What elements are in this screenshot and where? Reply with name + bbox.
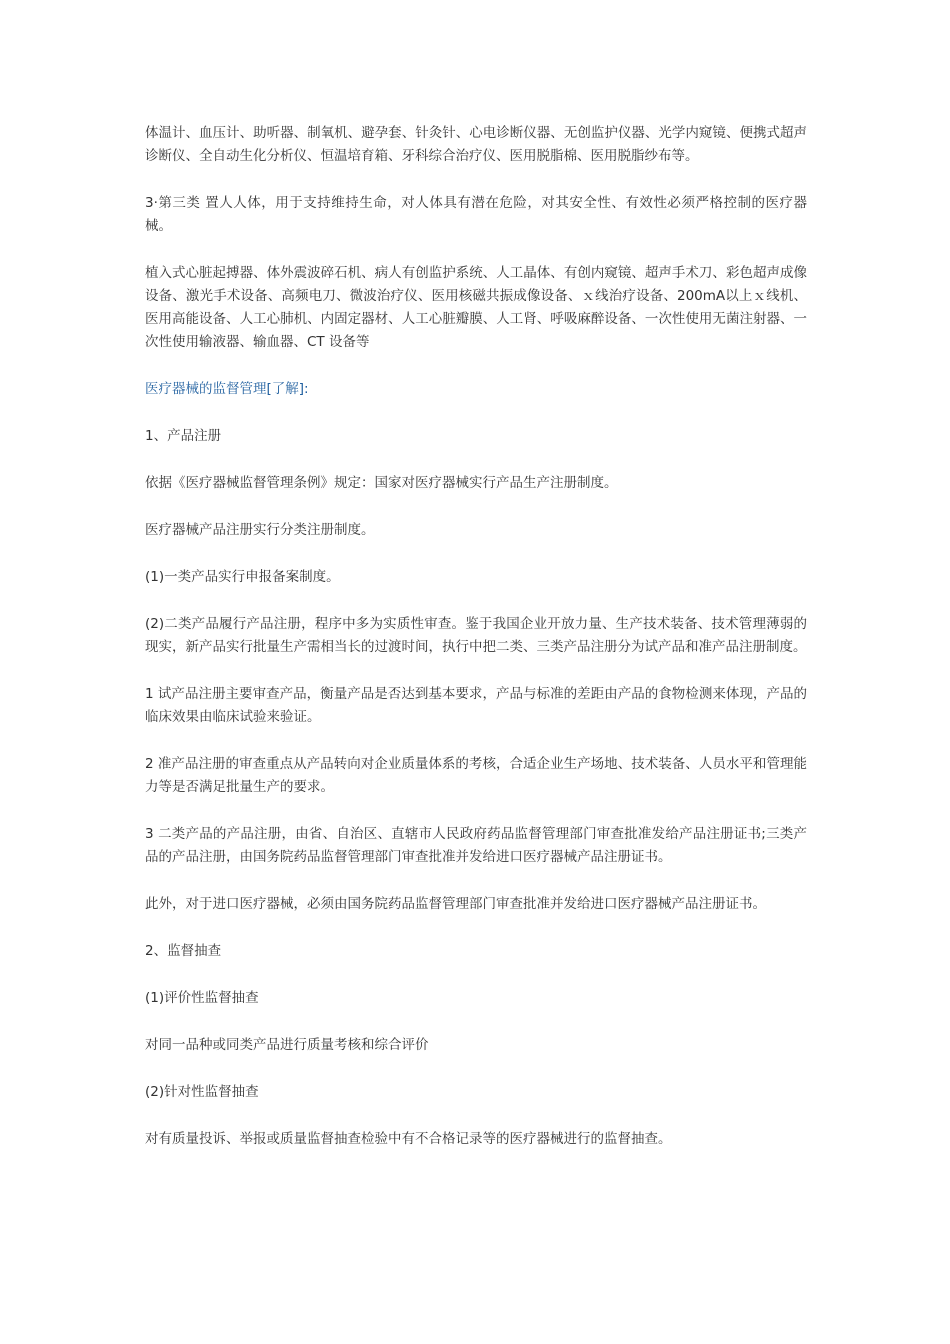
section-heading-supervision[interactable]: 医疗器械的监督管理[了解]: — [145, 381, 309, 397]
paragraph-evaluative-sampling: 对同一品种或同类产品进行质量考核和综合评价 — [145, 1037, 429, 1053]
paragraph-class1-filing: (1)一类产品实行申报备案制度。 — [145, 569, 340, 585]
paragraph-regulation-basis: 依据《医疗器械监督管理条例》规定：国家对医疗器械实行产品生产注册制度。 — [145, 475, 618, 491]
document-body — [145, 122, 807, 1175]
paragraph-class3-device-list: 植入式心脏起搏器、体外震波碎石机、病人有创监护系统、人工晶体、有创内窥镜、超声手术刀、彩色超声成像设备、激光手术设备、高频电刀、微波治疗仪、医用核磁共振成像设备、ｘ线治疗设备、200mA以上ｘ线机、医用高能设备、人工心肺机、内固定器材、人工心脏瓣膜、人工肾、呼吸麻醉设备、一次性使用无菌注射器、一次性使用输液器、输血器、CT 设备等 — [145, 265, 807, 350]
paragraph-trial-registration: 1 试产品注册主要审查产品，衡量产品是否达到基本要求，产品与标准的差距由产品的食物检测来体现，产品的临床效果由临床试验来验证。 — [145, 686, 807, 725]
subheading-targeted-sampling: (2)针对性监督抽查 — [145, 1084, 259, 1100]
paragraph-classified-registration: 医疗器械产品注册实行分类注册制度。 — [145, 522, 375, 538]
paragraph-targeted-sampling: 对有质量投诉、举报或质量监督抽查检验中有不合格记录等的医疗器械进行的监督抽查。 — [145, 1131, 672, 1147]
subheading-evaluative-sampling: (1)评价性监督抽查 — [145, 990, 259, 1006]
paragraph-imported-devices: 此外，对于进口医疗器械，必须由国务院药品监督管理部门审查批准并发给进口医疗器械产品注册证书。 — [145, 896, 766, 912]
paragraph-formal-registration: 2 准产品注册的审查重点从产品转向对企业质量体系的考核，合适企业生产场地、技术装备、人员水平和管理能力等是否满足批量生产的要求。 — [145, 756, 807, 795]
paragraph-class2-registration: (2)二类产品履行产品注册，程序中多为实质性审查。鉴于我国企业开放力量、生产技术装备、技术管理薄弱的现实，新产品实行批量生产需相当长的过渡时间，执行中把二类、三类产品注册分为试产品和准产品注册制度。 — [145, 616, 807, 655]
paragraph-class3-definition: 3·第三类 置人人体，用于支持维持生命，对人体具有潜在危险，对其安全性、有效性必须严格控制的医疗器械。 — [145, 195, 807, 234]
paragraph-class2-device-list: 体温计、血压计、助听器、制氧机、避孕套、针灸针、心电诊断仪器、无创监护仪器、光学内窥镜、便携式超声诊断仪、全自动生化分析仪、恒温培育箱、牙科综合治疗仪、医用脱脂棉、医用脱脂纱布等。 — [145, 125, 807, 164]
subheading-supervision-sampling: 2、监督抽查 — [145, 943, 222, 959]
subheading-product-registration: 1、产品注册 — [145, 428, 222, 444]
paragraph-registration-authority: 3 二类产品的产品注册，由省、自治区、直辖市人民政府药品监督管理部门审查批准发给产品注册证书;三类产品的产品注册，由国务院药品监督管理部门审查批准并发给进口医疗器械产品注册证书。 — [145, 826, 807, 865]
